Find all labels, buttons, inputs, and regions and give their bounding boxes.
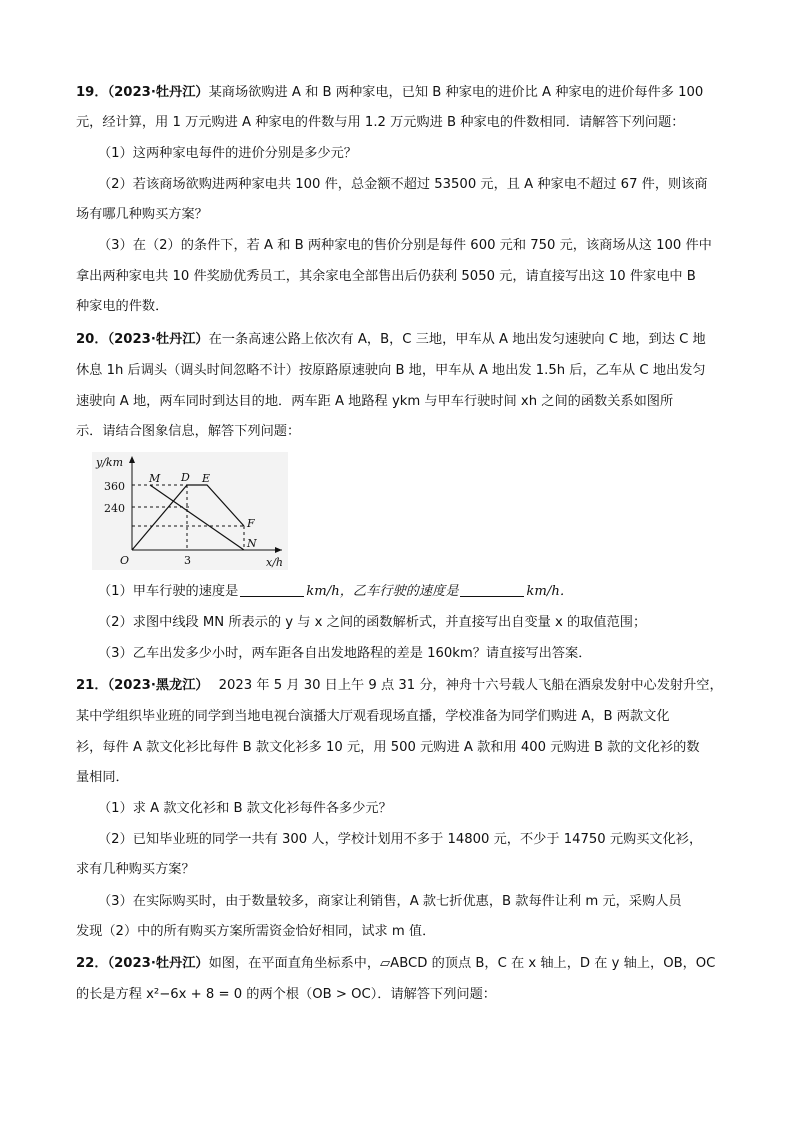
q20-stem-line-2: 休息 1h 后调头（调头时间忽略不计）按原路原速驶向 B 地，甲车从 A 地出发 1.5h 后，乙车从 C 地出发匀 (76, 363, 706, 378)
point-e-label: E (202, 472, 211, 485)
answer-blank-jia-speed[interactable] (240, 583, 304, 597)
q22-number: 22． (76, 956, 108, 971)
q21-part-2-line-2: 求有几种购买方案？ (76, 862, 195, 877)
q21-part-1: （1）求 A 款文化衫和 B 款文化衫每件各多少元？ (98, 801, 392, 816)
q21-source: （2023·黑龙江） (107, 678, 209, 693)
q19-part-1: （1）这两种家电每件的进价分别是多少元？ (98, 146, 357, 161)
q21-part-3-line-1: （3）在实际购买时，由于数量较多，商家让利销售，A 款七折优惠，B 款每件让利 m 元，采购人员 (98, 894, 682, 909)
q20-function-graph (92, 452, 288, 570)
x-axis-label: x/h (266, 556, 283, 569)
q20-part-3: （3）乙车出发多少小时，两车距各自出发地路程的差是 160km？请直接写出答案． (98, 646, 592, 661)
q19-part-2-line-2: 场有哪几种购买方案？ (76, 207, 208, 222)
q20-stem-line-1 (76, 331, 706, 349)
q20-stem-text-1: 在一条高速公路上依次有 A，B，C 三地，甲车从 A 地出发匀速驶向 C 地，到达 C 地 (208, 332, 706, 347)
q20-source: （2023·牡丹江） (107, 332, 209, 347)
point-m-label: M (149, 472, 161, 485)
q21-part-3-line-2: 发现（2）中的所有购买方案所需资金恰好相同，试求 m 值． (76, 924, 436, 939)
y-tick-240: 240 (104, 502, 125, 515)
q19-part-3-line-1: （3）在（2）的条件下，若 A 和 B 两种家电的售价分别是每件 600 元和 750 元，该商场从这 100 件中 (98, 238, 712, 253)
q19-part-2-line-1: （2）若该商场欲购进两种家电共 100 件，总金额不超过 53500 元，且 A 种家电不超过 67 件，则该商 (98, 177, 708, 192)
q20-stem-line-4: 示．请结合图象信息，解答下列问题： (76, 424, 301, 439)
y-axis-label: y/km (96, 456, 124, 469)
y-tick-360: 360 (104, 480, 125, 493)
q21-stem-line-4: 量相同． (76, 770, 129, 785)
q21-stem-text-1: 2023 年 5 月 30 日上午 9 点 31 分，神舟十六号载人飞船在酒泉发射中心发射升空， (218, 678, 723, 693)
q20-part-1 (98, 583, 573, 601)
point-d-label: D (181, 471, 190, 484)
q19-stem-text-1: 某商场欲购进 A 和 B 两种家电，已知 B 种家电的进价比 A 种家电的进价每件多 100 (208, 85, 704, 100)
q21-stem-line-2: 某中学组织毕业班的同学到当地电视台演播大厅观看现场直播，学校准备为同学们购进 A，B 两款文化 (76, 709, 670, 724)
answer-blank-yi-speed[interactable] (460, 583, 524, 597)
x-tick-3: 3 (184, 554, 191, 567)
q20-part-1-text-a: （1）甲车行驶的速度是 (98, 584, 239, 599)
q20-number: 20． (76, 332, 108, 347)
point-f-label: F (247, 517, 255, 530)
q19-part-3-line-2: 拿出两种家电共 10 件奖励优秀员工，其余家电全部售出后仍获利 5050 元，请直接写出这 10 件家电中 B (76, 269, 696, 284)
q22-stem-line-2: 的长是方程 x²−6x + 8 = 0 的两个根（OB > OC）．请解答下列问题： (76, 987, 496, 1002)
point-n-label: N (247, 537, 257, 550)
origin-label: O (120, 554, 130, 567)
q20-part-1-text-b: km/h，乙车行驶的速度是 (306, 584, 459, 599)
q21-number: 21． (76, 678, 108, 693)
q19-stem-line-2: 元，经计算，用 1 万元购进 A 种家电的件数与用 1.2 万元购进 B 种家电的件数相同．请解答下列问题： (76, 115, 685, 130)
q22-stem-line-1 (76, 955, 715, 973)
q20-part-1-text-c: km/h． (526, 584, 574, 599)
q20-part-2: （2）求图中线段 MN 所表示的 y 与 x 之间的函数解析式，并直接写出自变量 x 的取值范围； (98, 615, 647, 630)
q19-stem-line-1 (76, 84, 703, 102)
q19-number: 19． (76, 85, 108, 100)
q22-stem-text-1: 如图，在平面直角坐标系中，▱ABCD 的顶点 B，C 在 x 轴上，D 在 y 轴上，OB，OC (208, 956, 716, 971)
q22-source: （2023·牡丹江） (107, 956, 209, 971)
q19-source: （2023·牡丹江） (107, 85, 209, 100)
q19-part-3-line-3: 种家电的件数． (76, 299, 169, 314)
q20-stem-line-3: 速驶向 A 地，两车同时到达目的地．两车距 A 地路程 ykm 与甲车行驶时间 xh 之间的函数关系如图所 (76, 394, 674, 409)
q21-stem-line-3: 衫，每件 A 款文化衫比每件 B 款文化衫多 10 元，用 500 元购进 A 款和用 400 元购进 B 款的文化衫的数 (76, 740, 700, 755)
q21-part-2-line-1: （2）已知毕业班的同学一共有 300 人，学校计划用不多于 14800 元，不少于 14750 元购买文化衫， (98, 832, 703, 847)
q21-stem-line-1 (76, 677, 723, 695)
